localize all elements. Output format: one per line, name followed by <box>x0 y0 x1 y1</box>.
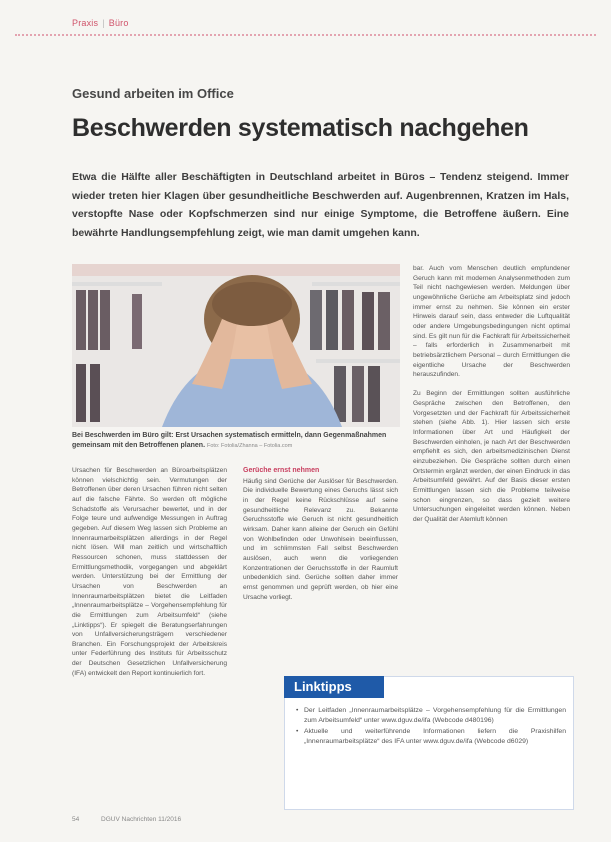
page-number: 54 <box>72 816 80 823</box>
section-label: Praxis <box>72 18 99 28</box>
column-1-text: Ursachen für Beschwerden an Büroarbeitsplätzen können vielschichtig sein. Vermutungen der Betroffenen über deren Ursachen führen nicht selten auf die falsche Fährte. So werden oft mögliche Schadstoffe als Verursacher bewertet, und in der Folge teure und aufwendige Messungen in Auftrag gegeben. Auf diesem Weg lassen sich Probleme an Innenraumarbeitsplätzen allerdings in der Regel nicht lösen. Will man zeitlich und wirtschaftlich Ressourcen schonen, muss stattdessen der Ermittlungsmethodik, vorgegangen und abgeklärt werden. Unterstützung bei der Ermittlung der Ursachen von Beschwerden an Innenraumarbeitsplätzen bietet die Leitfaden „Innenraumarbeitsplätze – Vorgehensempfehlung für die Ermittlungen zum Arbeitsumfeld“ (siehe „Linktipps“). Er spiegelt die Beratungserfahrungen von Unfallversicherungsträgern verschiedener Branchen. Ein Forschungsprojekt der Arbeitskreis unter Federführung des Instituts für Arbeitsschutz der Deutschen Gesetzlichen Unfallversicherung (IFA) entwickelt den Report kontinuierlich fort. <box>72 467 227 677</box>
article-lead: Etwa die Hälfte aller Beschäftigten in Deutschland arbeitet in Büros – Tendenz steigend. Immer wieder treten hier Klagen über gesundheitliche Beschwerden auf. Augenbrennen, Kratzen im Hals, verstopfte Nase oder Kopfschmerzen sind nur einige Symptome, die Betroffene äußern. Eine bewährte Handlungsempfehlung zeigt, wie man damit umgehen kann. <box>72 171 569 239</box>
article-photo <box>72 264 400 427</box>
column-3-paragraph-2: Zu Beginn der Ermittlungen sollten ausführliche Gespräche zwischen den Betroffenen, den Vorgesetzten und der Fachkraft für Arbeitssicherheit stehen (siehe Abb. 1). Hier lassen sich erste Informationen über Art und Häufigkeit der Beschwerden einholen, je nach Art der Beschwerden empfiehlt es sich, den arbeitsmedizinischen Dienst einzubeziehen. Die Gespräche sollten durch einen Ortstermin ergänzt werden, der einen Eindruck in das Arbeitsumfeld gewährt. Auf der Basis dieser ersten Ermittlungen lassen sich die Probleme teilweise schon eingrenzen, so dass gezielt weitere Untersuchungen eingeleitet werden können. Neben der Qualität der Atemluft können <box>413 390 570 523</box>
column-2-heading: Gerüche ernst nehmen <box>243 467 320 474</box>
dotted-rule <box>15 34 596 36</box>
kicker-separator: | <box>102 18 105 28</box>
linktipps-heading: Linktipps <box>294 679 352 694</box>
column-3-paragraph-1: bar. Auch vom Menschen deutlich empfundener Geruch kann mit modernen Analysenmethoden zum Teil nicht nachgewiesen werden. Meldungen über ungewöhnliche Gerüche am Arbeitsplatz sind jedoch immer ernst zu nehmen. Sie können ein erster Hinweis darauf sein, dass entweder die Luftqualität oder andere Umgebungsbedingungen nicht optimal sind. Es gilt nun für die Fachkraft für Arbeitssicherheit – falls erforderlich in Zusammenarbeit mit betriebsärztlichem Personal – durch Ermittlungen die eigentliche Ursache der Beschwerden herauszufinden. <box>413 265 570 379</box>
article-title: Beschwerden systematisch nachgehen <box>72 114 529 142</box>
column-2 <box>243 466 398 602</box>
photo-credit: Foto: Fotolia/Zhanna – Fotolia.com <box>206 443 293 449</box>
linktipps-item-text[interactable]: Der Leitfaden „Innenraumarbeitsplätze – Vorgehensempfehlung für die Ermittlungen zum Arbeitsumfeld“ unter www.dguv.de/ifa (Webcode d480196) <box>304 707 566 724</box>
subsection-label: Büro <box>108 18 129 28</box>
photo-caption <box>72 431 400 451</box>
section-kicker <box>72 18 129 28</box>
linktipps-item-text[interactable]: Aktuelle und weiterführende Informationen liefern die Praxishilfen „Innenraumarbeitsplätze“ des IFA unter www.dguv.de/ifa (Webcode d6029) <box>304 728 566 745</box>
column-2-text: Häufig sind Gerüche der Auslöser für Beschwerden. Die individuelle Bewertung eines Geruchs lässt sich in der Regel keine Rückschlüsse auf seine gesundheitliche Relevanz zu. Bekannte Geruchsstoffe wie Geruch ist nicht gesundheitlich wirksam. Daher kann alleine der Geruch ein Gefühl von Wohlbefinden oder Unwohlsein beeinflussen, und im schlimmsten Fall selbst Beschwerden auslösen, auch wenn die vorliegenden Konzentrationen der Geruchsstoffe in der Raumluft unbedenklich sind. Gerüche sollten daher immer ernst genommen und geprüft werden, ob hier eine Ursache vorliegt. <box>243 477 398 601</box>
caption-text: Bei Beschwerden im Büro gilt: Erst Ursachen systematisch ermitteln, dann Gegenmaßnahmen gemeinsam mit den Betroffenen planen. <box>72 432 387 449</box>
column-1 <box>72 466 227 678</box>
photo-illustration <box>72 264 400 427</box>
linktipps-item <box>296 727 566 747</box>
linktipps-list <box>296 706 566 748</box>
bullet-icon: • <box>296 707 299 714</box>
article-subtitle: Gesund arbeiten im Office <box>72 86 234 101</box>
linktipps-header <box>284 676 384 698</box>
page-footer <box>72 816 181 823</box>
column-3 <box>413 264 570 525</box>
publication-name: DGUV Nachrichten 11/2016 <box>101 816 182 823</box>
linktipps-item <box>296 706 566 726</box>
bullet-icon: • <box>296 728 299 735</box>
